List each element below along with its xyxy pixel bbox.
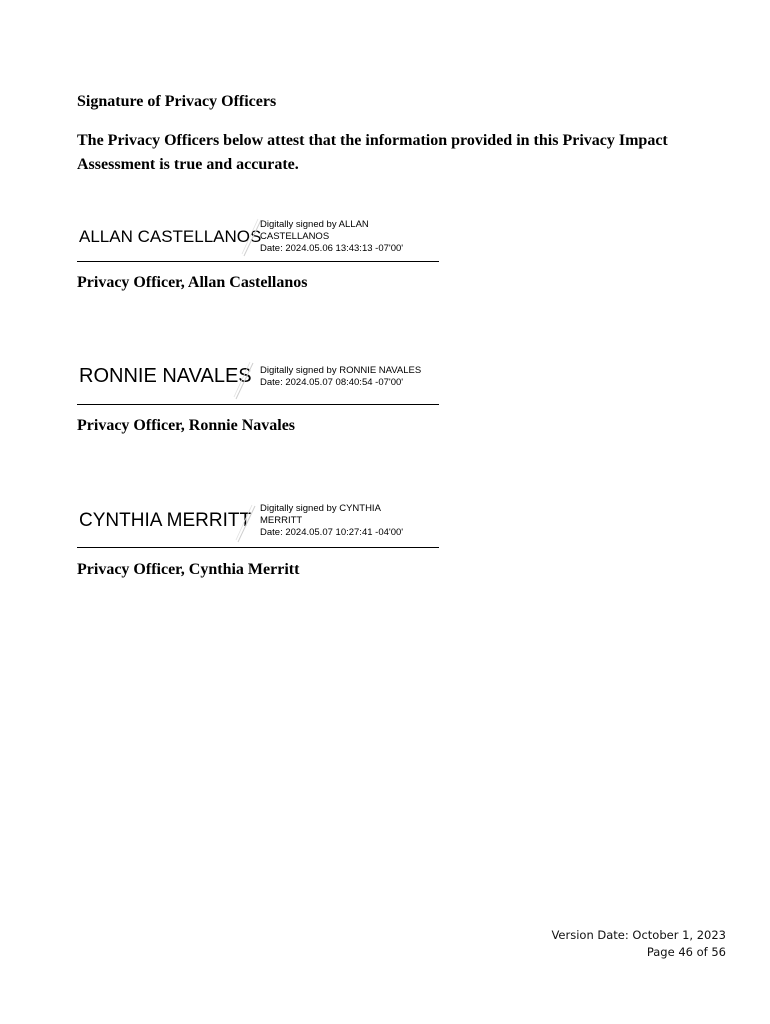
signature-details	[260, 365, 421, 389]
signature-block-cynthia-merritt	[77, 498, 439, 548]
signature-details	[260, 503, 403, 539]
signed-by-line-1: Digitally signed by RONNIE NAVALES	[260, 365, 422, 376]
signature-line	[77, 261, 439, 262]
officer-caption-cynthia-merritt: Privacy Officer, Cynthia Merritt	[77, 561, 300, 578]
signature-date: Date: 2024.05.06 13:43:13 -07'00'	[260, 243, 404, 254]
version-date: Version Date: October 1, 2023	[551, 928, 726, 942]
signature-block-ronnie-navales	[77, 355, 439, 405]
signature-date: Date: 2024.05.07 08:40:54 -07'00'	[260, 377, 404, 388]
signed-by-line-2: MERRITT	[260, 515, 303, 526]
signer-name: CYNTHIA MERRITT	[79, 510, 252, 531]
signed-by-line-1: Digitally signed by CYNTHIA	[260, 503, 381, 514]
signer-name: ALLAN CASTELLANOS	[79, 227, 262, 246]
signature-line	[77, 547, 439, 548]
signed-by-line-1: Digitally signed by ALLAN	[260, 219, 369, 230]
attestation-statement: The Privacy Officers below attest that the information provided in this Privacy Impact Assessment is true and accurate.	[77, 132, 668, 173]
signer-name: RONNIE NAVALES	[79, 365, 252, 387]
signature-line	[77, 404, 439, 405]
signature-details	[260, 219, 403, 255]
signature-date: Date: 2024.05.07 10:27:41 -04'00'	[260, 527, 404, 538]
digital-signature-mark-icon	[235, 502, 257, 546]
officer-caption-ronnie-navales: Privacy Officer, Ronnie Navales	[77, 417, 296, 434]
signed-by-line-2: CASTELLANOS	[260, 231, 330, 242]
digital-signature-mark-icon	[233, 359, 255, 403]
page-footer	[551, 927, 726, 961]
section-heading: Signature of Privacy Officers	[77, 93, 277, 110]
signature-block-allan-castellanos	[77, 212, 439, 262]
page-number: Page 46 of 56	[646, 945, 726, 959]
officer-caption-allan-castellanos: Privacy Officer, Allan Castellanos	[77, 274, 308, 291]
